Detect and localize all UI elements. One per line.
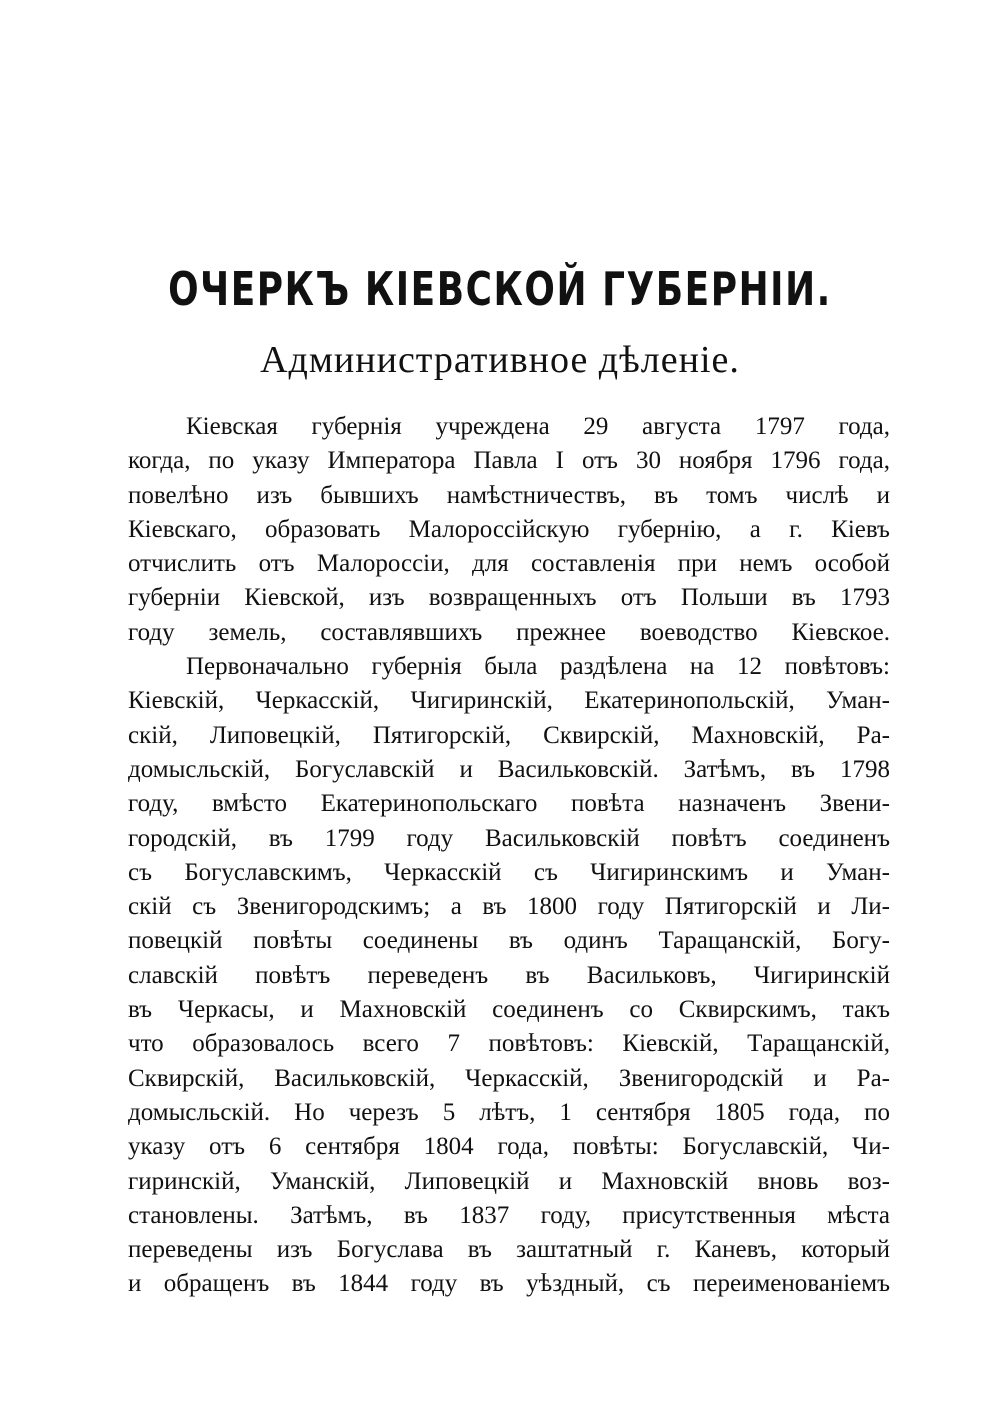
- text-line: городскій, въ 1799 году Васильковскій повѣтъ соединенъ: [128, 824, 890, 852]
- text-line: домысльскій, Богуславскій и Васильковскій. Затѣмъ, въ 1798: [128, 755, 890, 783]
- text-line: Первоначально губернія была раздѣлена на 12 повѣтовъ:: [186, 653, 890, 681]
- text-line: и обращенъ въ 1844 году въ уѣздный, съ переименованіемъ: [128, 1270, 890, 1298]
- text-line: году, вмѣсто Екатеринопольскаго повѣта назначенъ Звени-: [128, 790, 890, 818]
- text-line: отчислить отъ Малороссіи, для составленія при немъ особой: [128, 550, 890, 578]
- text-line: славскій повѣтъ переведенъ въ Васильковъ, Чигиринскій: [128, 961, 890, 989]
- text-line: Кіевскій, Черкасскій, Чигиринскій, Екатеринопольскій, Уман-: [128, 687, 890, 715]
- text-line: съ Богуславскимъ, Черкасскій съ Чигиринскимъ и Уман-: [128, 858, 890, 886]
- text-line: въ Черкасы, и Махновскій соединенъ со Сквирскимъ, такъ: [128, 996, 890, 1024]
- text-line: губерніи Кіевской, изъ возвращенныхъ отъ Польши въ 1793: [128, 584, 890, 612]
- text-line: гиринскій, Уманскій, Липовецкій и Махновскій вновь воз-: [128, 1167, 890, 1195]
- text-line: повелѣно изъ бывшихъ намѣстничествъ, въ томъ числѣ и: [128, 481, 890, 509]
- text-line: указу отъ 6 сентября 1804 года, повѣты: Богуславскій, Чи-: [128, 1133, 890, 1161]
- text-line: повецкій повѣты соединены въ одинъ Таращанскій, Богу-: [128, 927, 890, 955]
- section-subtitle: Административное дѣленіе.: [260, 339, 740, 381]
- page-title: ОЧЕРКЪ КІЕВСКОЙ ГУБЕРНІИ.: [168, 262, 832, 316]
- text-line: Сквирскій, Васильковскій, Черкасскій, Звенигородскій и Ра-: [128, 1064, 890, 1092]
- text-line: скій съ Звенигородскимъ; а въ 1800 году Пятигорскій и Ли-: [128, 893, 890, 921]
- text-line: что образовалось всего 7 повѣтовъ: Кіевскій, Таращанскій,: [128, 1030, 890, 1058]
- text-line: скій, Липовецкій, Пятигорскій, Сквирскій, Махновскій, Ра-: [128, 721, 890, 749]
- text-line: становлены. Затѣмъ, въ 1837 году, присутственныя мѣста: [128, 1201, 890, 1229]
- text-line: переведены изъ Богуслава въ заштатный г. Каневъ, который: [128, 1236, 890, 1264]
- body-text: [128, 410, 890, 1302]
- text-line: Кіевская губернія учреждена 29 августа 1797 года,: [186, 413, 890, 440]
- text-line: когда, по указу Императора Павла I отъ 30 ноября 1796 года,: [128, 447, 890, 475]
- text-line: Кіевскаго, образовать Малороссійскую губернію, а г. Кіевъ: [128, 515, 890, 543]
- text-line: домысльскій. Но черезъ 5 лѣтъ, 1 сентября 1805 года, по: [128, 1098, 890, 1126]
- text-line: году земель, составлявшихъ прежнее воеводство Кіевское.: [128, 618, 890, 646]
